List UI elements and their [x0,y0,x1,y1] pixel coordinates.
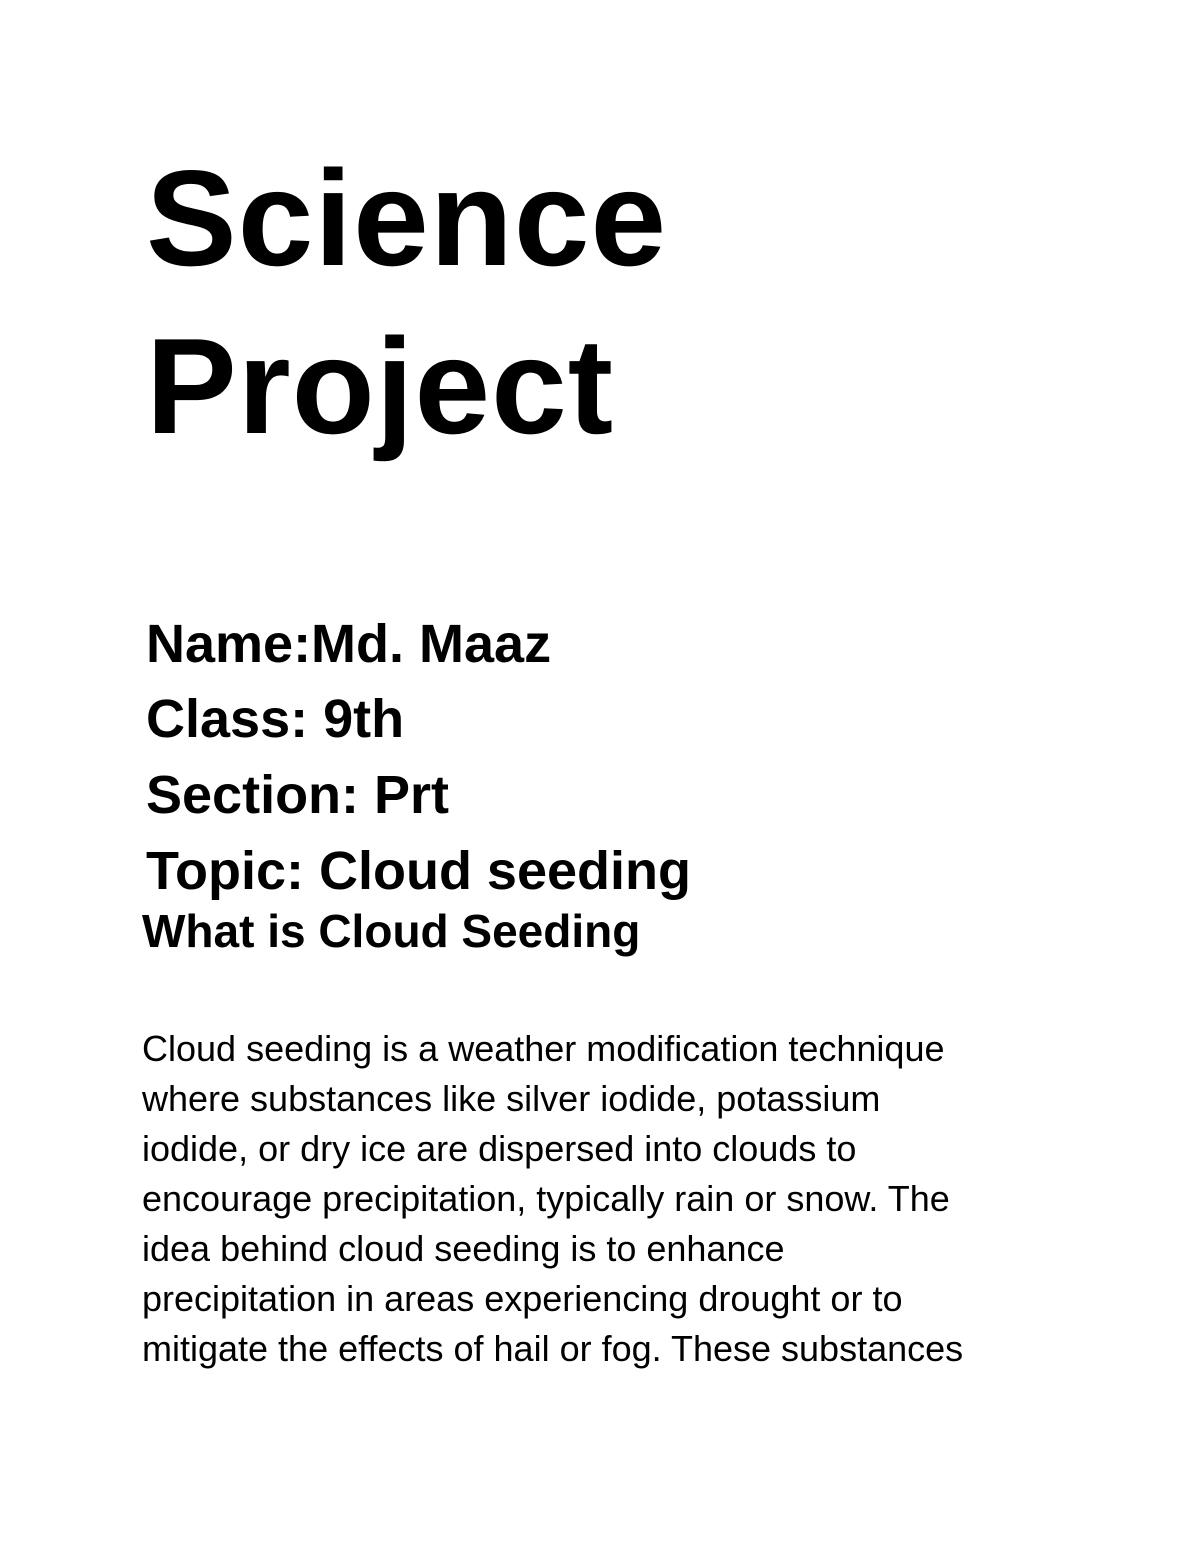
body-line: encourage precipitation, typically rain or snow. The [142,1178,950,1219]
body-line: iodide, or dry ice are dispersed into clouds to [142,1128,857,1169]
title-line-2: Project [146,310,615,462]
body-line: mitigate the effects of hail or fog. These substances [142,1328,964,1369]
body-line: precipitation in areas experiencing drought or to [142,1278,903,1319]
student-section: Section: Prt [146,765,450,825]
body-paragraph [142,1024,1142,1374]
student-name: Name:Md. Maaz [146,614,552,674]
project-topic: Topic: Cloud seeding [146,841,691,901]
body-line: idea behind cloud seeding is to enhance [142,1228,785,1269]
body-line: Cloud seeding is a weather modification technique [142,1028,945,1069]
body-line: where substances like silver iodide, potassium [142,1078,881,1119]
title-line-1: Science [146,142,668,294]
student-class: Class: 9th [146,689,405,749]
section-heading: What is Cloud Seeding [142,905,641,957]
